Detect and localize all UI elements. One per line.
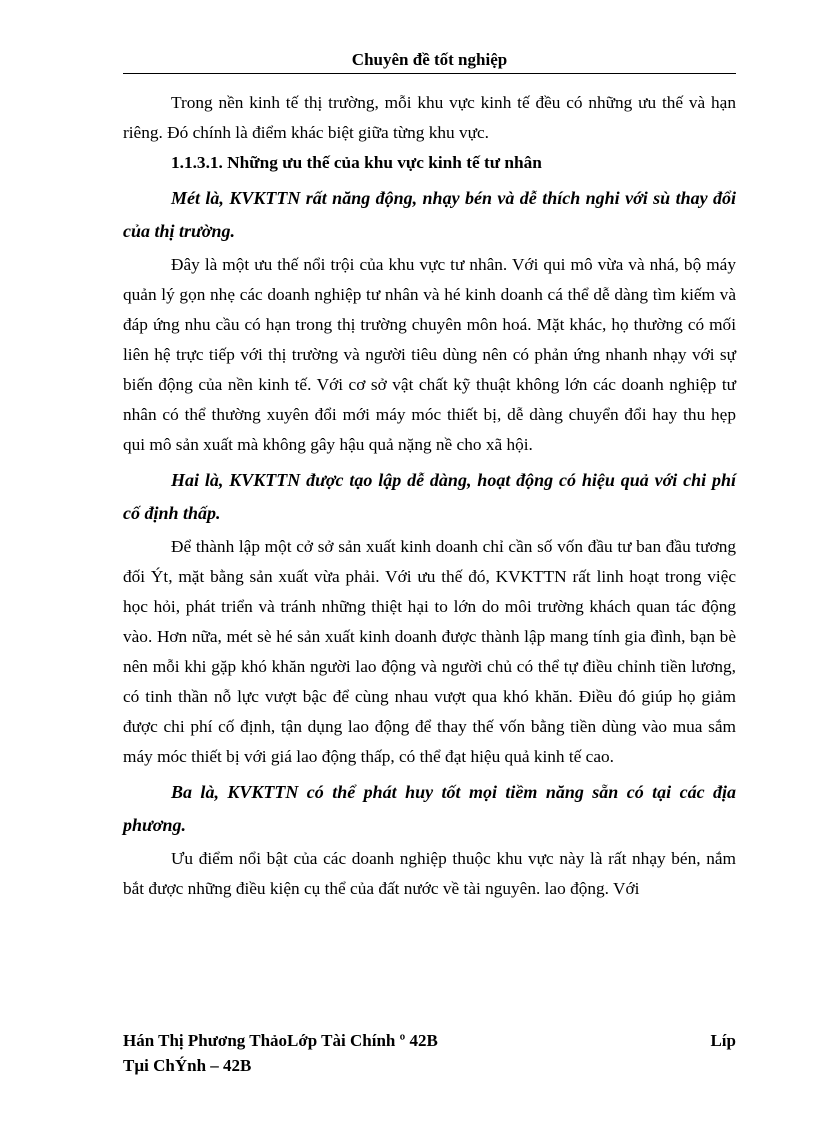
advantage-heading-3: Ba là, KVKTTN có thể phát huy tốt mọi tiềm năng sẵn có tại các địa phương.	[123, 782, 736, 835]
intro-paragraph: Trong nền kinh tế thị trường, mỗi khu vực kinh tế đều có những ưu thế và hạn riêng. Đó chính là điểm khác biệt giữa từng khu vực.	[123, 93, 736, 142]
advantage-heading-2: Hai là, KVKTTN được tạo lập dễ dàng, hoạt động có hiệu quả với chi phí cố định thấp.	[123, 470, 736, 523]
advantage-heading-1: Mét là, KVKTTN rất năng động, nhạy bén và dễ thích nghi với sù thay đổi của thị trường.	[123, 188, 736, 241]
footer-author-line: Hán Thị Phương ThảoLớp Tài Chính º 42B	[123, 1031, 438, 1050]
page-header	[123, 50, 736, 74]
footer-right-label: Líp	[710, 1031, 736, 1050]
advantage-paragraph-1: Đây là một ưu thế nổi trội của khu vực tư nhân. Với qui mô vừa và nhá, bộ máy quản lý gọn nhẹ các doanh nghiệp tư nhân và hé kinh doanh cá thể dễ dàng tìm kiếm và đáp ứng nhu cầu có hạn trong thị trường chuyên môn hoá. Mặt khác, họ thường có mối liên hệ trực tiếp với thị trường và người tiêu dùng nên có phản ứng nhanh nhạy với sự biến động của nền kinh tế. Với cơ sở vật chất kỹ thuật không lớn các doanh nghiệp tư nhân có thể thường xuyên đổi mới máy móc thiết bị, dễ dàng chuyển đổi hay thu hẹp qui mô sản xuất mà không gây hậu quả nặng nề cho xã hội.	[123, 255, 736, 454]
header-title: Chuyên đề tốt nghiệp	[351, 50, 508, 69]
advantage-paragraph-2: Để thành lập một cở sở sản xuất kinh doanh chỉ cần số vốn đầu tư ban đầu tương đối Ýt, mặt bằng sản xuất vừa phải. Với ưu thế đó, KVKTTN rất linh hoạt trong việc học hỏi, phát triển và tránh những thiệt hại to lớn do môi trường khách quan tác động vào. Hơn nữa, mét sè hé sản xuất kinh doanh được thành lập mang tính gia đình, bạn bè nên mỗi khi gặp khó khăn người lao động và người chủ có thể tự điều chỉnh tiền lương, có tinh thần nỗ lực vượt bậc để cùng nhau vượt qua khó khăn. Điều đó giúp họ giảm được chi phí cố định, tận dụng lao động để thay thế vốn bằng tiền dùng vào mua sắm máy móc thiết bị với giá lao động thấp, có thể đạt hiệu quả kinh tế cao.	[123, 537, 736, 766]
document-body	[123, 88, 736, 904]
section-heading: 1.1.3.1. Những ưu thế của khu vực kinh tế tư nhân	[171, 153, 542, 172]
footer-class-line: Tµi ChÝnh – 42B	[123, 1056, 252, 1075]
advantage-paragraph-3: Ưu điểm nổi bật của các doanh nghiệp thuộc khu vực này là rất nhạy bén, nắm bắt được những điều kiện cụ thể của đất nước về tài nguyên. lao động. Với	[123, 849, 736, 898]
page-footer	[123, 1028, 736, 1078]
